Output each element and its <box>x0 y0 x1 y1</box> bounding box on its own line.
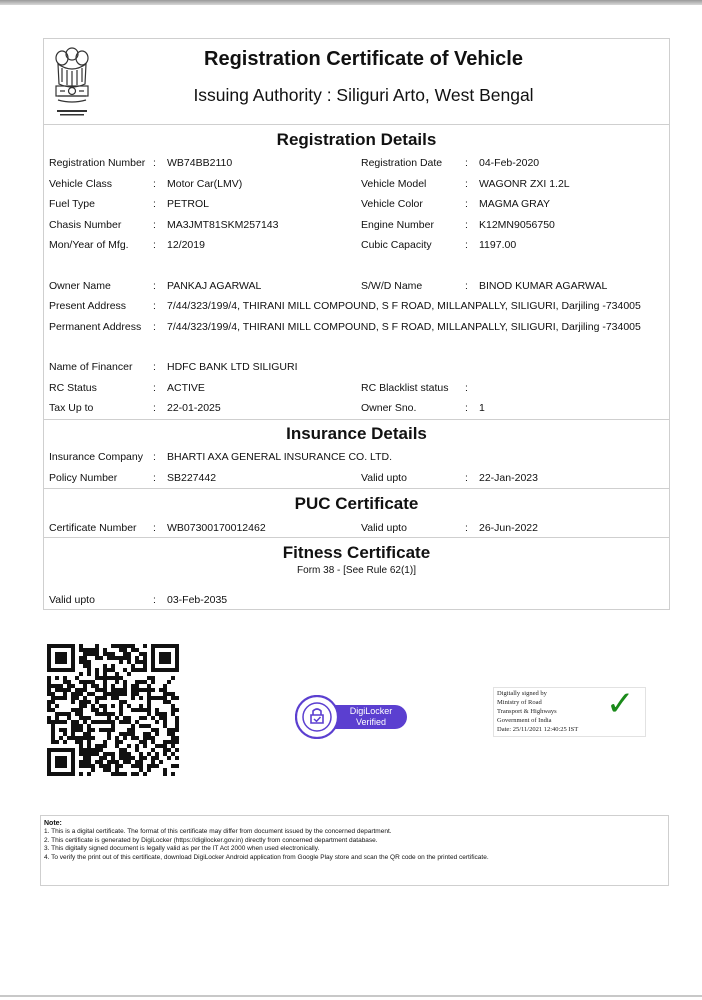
note-item: 1. This is a digital certificate. The format of this certificate may differ from document issued by the concerned department. <box>44 828 392 835</box>
vehicle-class-value: Motor Car(LMV) <box>167 178 243 190</box>
present-address-label: Present Address <box>49 300 127 312</box>
vehicle-color-label: Vehicle Color <box>361 198 423 210</box>
insurance-details-heading: Insurance Details <box>286 424 427 443</box>
separator: : <box>465 157 468 169</box>
mfg-label: Mon/Year of Mfg. <box>49 239 129 251</box>
puc-cert-label: Certificate Number <box>49 522 137 534</box>
signature-line: Ministry of Road <box>497 699 542 706</box>
reg-number-label: Registration Number <box>49 157 146 169</box>
divider <box>44 419 669 420</box>
note-box <box>40 815 669 886</box>
owner-sno-label: Owner Sno. <box>361 402 417 414</box>
tax-value: 22-01-2025 <box>167 402 221 414</box>
capacity-label: Cubic Capacity <box>361 239 432 251</box>
divider <box>44 488 669 489</box>
vehicle-color-value: MAGMA GRAY <box>479 198 550 210</box>
fitness-form-note: Form 38 - [See Rule 62(1)] <box>297 565 416 576</box>
present-address-value: 7/44/323/199/4, THIRANI MILL COMPOUND, S F ROAD, MILLANPALLY, SILIGURI, Darjiling -734005 <box>167 300 641 312</box>
vehicle-model-label: Vehicle Model <box>361 178 427 190</box>
note-item: 2. This certificate is generated by DigiLocker (https://digilocker.gov.in) directly from concerned department database. <box>44 836 378 844</box>
separator: : <box>465 178 468 190</box>
separator: : <box>153 157 156 169</box>
separator: : <box>153 402 156 414</box>
digilocker-label: DigiLocker <box>349 706 393 716</box>
signature-line: Government of India <box>497 717 552 724</box>
fuel-type-label: Fuel Type <box>49 198 95 210</box>
fitness-certificate-heading: Fitness Certificate <box>282 543 431 562</box>
separator: : <box>153 522 156 534</box>
owner-sno-value: 1 <box>479 402 485 414</box>
divider <box>44 537 669 538</box>
digital-signature <box>493 684 646 737</box>
separator: : <box>153 178 156 190</box>
owner-value: PANKAJ AGARWAL <box>167 280 262 292</box>
insurance-company-label: Insurance Company <box>49 451 143 463</box>
top-border <box>0 0 702 5</box>
chasis-label: Chasis Number <box>49 219 122 231</box>
separator: : <box>465 472 468 484</box>
separator: : <box>465 382 468 394</box>
separator: : <box>153 472 156 484</box>
vehicle-model-value: WAGONR ZXI 1.2L <box>479 178 570 190</box>
separator: : <box>465 522 468 534</box>
insurance-company-value: BHARTI AXA GENERAL INSURANCE CO. LTD. <box>167 451 393 463</box>
separator: : <box>153 382 156 394</box>
separator: : <box>153 239 156 251</box>
issuing-authority: Issuing Authority : Siliguri Arto, West Bengal <box>193 85 534 105</box>
separator: : <box>465 239 468 251</box>
separator: : <box>153 219 156 231</box>
fuel-type-value: PETROL <box>167 198 210 210</box>
certificate-header <box>44 39 669 125</box>
swd-value: BINOD KUMAR AGARWAL <box>479 280 608 292</box>
owner-label: Owner Name <box>49 280 111 292</box>
separator: : <box>465 198 468 210</box>
permanent-address-label: Permanent Address <box>49 321 142 333</box>
certificate-title: Registration Certificate of Vehicle <box>204 48 523 70</box>
signature-line: Digitally signed by <box>497 690 547 697</box>
note-item: 3. This digitally signed document is legally valid as per the IT Act 2000 when used electronically. <box>44 845 320 853</box>
note-item: 4. To verify the print out of this certificate, download DigiLocker Android application from Google Play store and scan the QR code on the printed certificate. <box>44 853 489 861</box>
check-mark-icon: ✓ <box>606 684 635 724</box>
separator: : <box>153 451 156 463</box>
swd-label: S/W/D Name <box>361 280 423 292</box>
policy-number-label: Policy Number <box>49 472 118 484</box>
mfg-value: 12/2019 <box>167 239 205 251</box>
policy-number-value: SB227442 <box>167 472 217 484</box>
puc-cert-value: WB07300170012462 <box>167 522 266 534</box>
separator: : <box>153 198 156 210</box>
reg-date-value: 04-Feb-2020 <box>479 157 540 169</box>
blacklist-label: RC Blacklist status <box>361 382 449 394</box>
certificate-card <box>43 38 670 610</box>
puc-certificate-heading: PUC Certificate <box>294 494 419 513</box>
puc-valid-value: 26-Jun-2022 <box>479 522 538 534</box>
bottom-border <box>0 995 702 997</box>
puc-valid-label: Valid upto <box>361 522 407 534</box>
engine-value: K12MN9056750 <box>479 219 555 231</box>
separator: : <box>153 300 156 312</box>
financer-value: HDFC BANK LTD SILIGURI <box>167 361 298 373</box>
permanent-address-value: 7/44/323/199/4, THIRANI MILL COMPOUND, S F ROAD, MILLANPALLY, SILIGURI, Darjiling -734005 <box>167 321 641 333</box>
reg-date-label: Registration Date <box>361 157 443 169</box>
signature-date: Date: 25/11/2021 12:40:25 IST <box>497 726 579 733</box>
verified-label: Verified <box>355 717 387 727</box>
rc-status-value: ACTIVE <box>167 382 205 394</box>
signature-line: Transport & Highways <box>497 708 557 715</box>
separator: : <box>465 402 468 414</box>
fitness-valid-value: 03-Feb-2035 <box>167 594 228 606</box>
registration-details-heading: Registration Details <box>276 130 437 149</box>
capacity-value: 1197.00 <box>479 239 517 251</box>
separator: : <box>465 219 468 231</box>
vehicle-class-label: Vehicle Class <box>49 178 113 190</box>
reg-number-value: WB74BB2110 <box>167 157 233 169</box>
note-title: Note: <box>44 820 62 827</box>
rc-status-label: RC Status <box>49 382 97 394</box>
separator: : <box>153 361 156 373</box>
separator: : <box>153 321 156 333</box>
chasis-value: MA3JMT81SKM257143 <box>167 219 279 231</box>
qr-code-icon <box>47 644 179 776</box>
insurance-valid-label: Valid upto <box>361 472 407 484</box>
separator: : <box>153 280 156 292</box>
separator: : <box>465 280 468 292</box>
separator: : <box>153 594 156 606</box>
engine-label: Engine Number <box>361 219 434 231</box>
tax-label: Tax Up to <box>49 402 94 414</box>
fitness-valid-label: Valid upto <box>49 594 95 606</box>
insurance-valid-value: 22-Jan-2023 <box>479 472 538 484</box>
financer-label: Name of Financer <box>49 361 133 373</box>
